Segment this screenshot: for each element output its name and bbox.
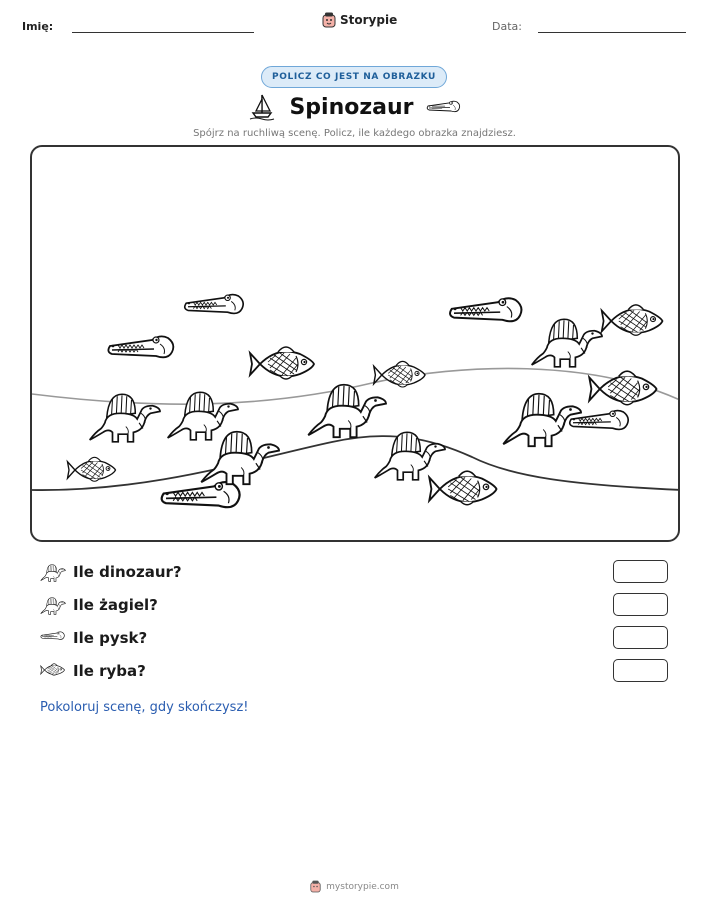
fish-icon: [40, 660, 66, 680]
fish-icon: [68, 457, 116, 481]
dinosaur-icon: [375, 432, 445, 480]
snout-icon: [108, 336, 173, 357]
ground-line: [32, 436, 680, 490]
coloring-note: Pokoloruj scenę, gdy skończysz!: [40, 700, 249, 715]
question-label: Ile ryba?: [73, 662, 146, 680]
question-row: [40, 593, 670, 619]
footer-url[interactable]: mystorypie.com: [326, 881, 399, 892]
name-write-line[interactable]: [72, 32, 254, 33]
instructions: Spójrz na ruchliwą scenę. Policz, ile każdego obrazka znajdziesz.: [193, 128, 516, 139]
date-write-line[interactable]: [538, 32, 686, 33]
snout-icon: [40, 627, 66, 645]
activity-badge: POLICZ CO JEST NA OBRAZKU: [261, 66, 447, 88]
snout-icon: [185, 295, 243, 314]
sail-icon: [40, 594, 66, 618]
brand: [322, 12, 397, 28]
storypie-logo-icon: [322, 12, 336, 28]
fish-icon: [429, 471, 496, 505]
snout-icon: [162, 482, 240, 507]
sailboat-icon: [247, 92, 277, 122]
footer: [0, 880, 709, 893]
counting-scene: [30, 145, 680, 542]
dinosaur-icon: [168, 392, 238, 440]
answer-box[interactable]: [613, 626, 668, 649]
question-row: [40, 659, 670, 685]
question-label: Ile dinozaur?: [73, 563, 182, 581]
dinosaur-icon: [503, 394, 581, 447]
brand-name: Storypie: [340, 13, 398, 27]
fish-icon: [374, 361, 425, 387]
crocodile-icon: [426, 99, 462, 115]
name-label: Imię:: [22, 20, 54, 33]
answer-box[interactable]: [613, 659, 668, 682]
storypie-logo-icon: [310, 880, 321, 893]
scene-illustration: [32, 147, 680, 542]
dinosaur-icon: [532, 319, 602, 367]
question-label: Ile żagiel?: [73, 596, 158, 614]
question-label: Ile pysk?: [73, 629, 148, 647]
date-label: Data:: [492, 20, 522, 33]
title-row: [0, 92, 709, 122]
question-row: [40, 626, 670, 652]
snout-icon: [450, 298, 521, 321]
page-title: Spinozaur: [289, 94, 414, 120]
answer-box[interactable]: [613, 593, 668, 616]
fish-icon: [250, 347, 314, 379]
dinosaur-icon: [40, 561, 66, 585]
fish-icon: [602, 305, 663, 335]
answer-box[interactable]: [613, 560, 668, 583]
question-row: [40, 560, 670, 586]
